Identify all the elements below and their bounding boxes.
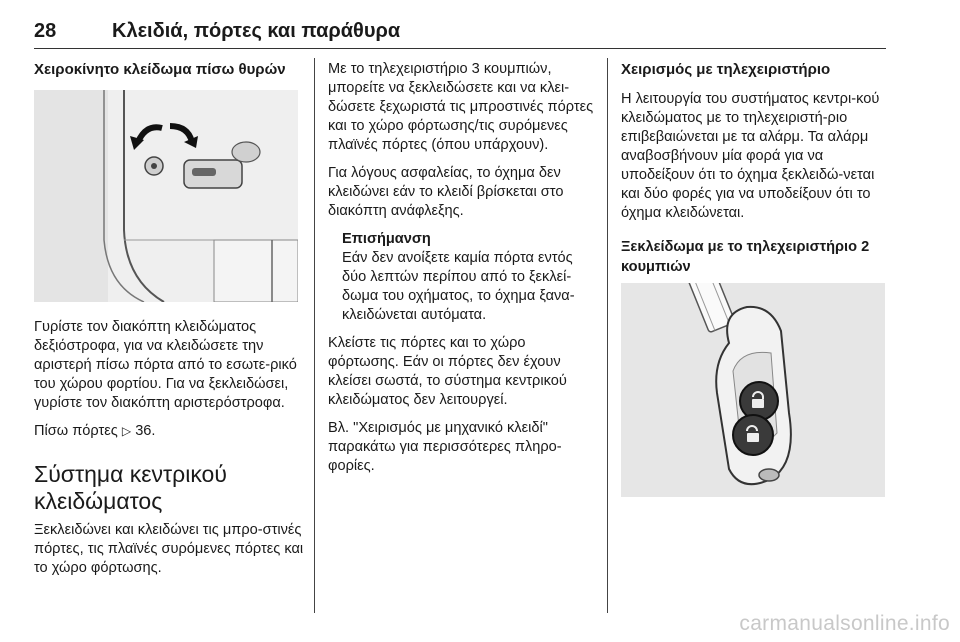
column-right <box>621 60 889 497</box>
lock-switch-instructions: Γυρίστε τον διακόπτη κλειδώματος δεξιόστροφα, για να κλειδώσετε την αριστερή πίσω πόρτα από το εσωτε‐ρικό του χώρου φορτίου. Για να ξεκλειδώσει, γυρίστε τον διακόπτη αριστερόστροφα. <box>34 319 297 411</box>
rear-door-lock-illustration <box>34 90 298 302</box>
column-divider-1 <box>314 58 315 613</box>
arrow-right-triangle-icon: ▷ <box>121 424 132 438</box>
three-button-remote-text: Με το τηλεχειριστήριο 3 κουμπιών, μπορείτε να ξεκλειδώσετε και να κλει‐δώσετε ξεχωριστά τις μπροστινές πόρτες και το χώρο φόρτωσης/τις συρόμενες πλαϊνές πόρτες (όπου υπάρχουν). <box>328 61 594 153</box>
safety-text: Για λόγους ασφαλείας, το όχημα δεν κλειδώνει εάν το κλειδί βρίσκεται στο διακόπτη ανάφλεξης. <box>328 165 564 219</box>
reference-page: 36. <box>135 423 156 439</box>
note-box <box>342 230 598 325</box>
column-left <box>34 60 304 587</box>
two-button-remote-key-illustration <box>621 283 885 497</box>
watermark: carmanualsonline.info <box>739 612 950 635</box>
note-body: Εάν δεν ανοίξετε καμία πόρτα εντός δύο λεπτών περίπου από το ξεκλεί‐δωμα του οχήματος, το όχημα ξανα‐κλειδώνεται αυτόματα. <box>342 250 575 323</box>
remote-confirmation-text: Η λειτουργία του συστήματος κεντρι‐κού κλειδώματος με το τηλεχειριστή‐ριο επιβεβαιώνεται με τα αλάρμ. Τα αλάρμ αναβοσβήνουν μία φορά για να υποδείξουν ότι το όχημα ξεκλειδώ‐νεται και δύο φορές για να υποδείξουν ότι το όχημα κλειδώνεται. <box>621 91 880 221</box>
page-header <box>34 14 886 49</box>
page-number: 28 <box>34 20 57 42</box>
column-divider-2 <box>607 58 608 613</box>
close-doors-text: Κλείστε τις πόρτες και το χώρο φόρτωσης. Εάν οι πόρτες δεν έχουν κλείσει σωστά, το σύστημα κεντρικού κλειδώματος δεν λειτουργεί. <box>328 335 567 408</box>
column-middle <box>328 60 598 485</box>
section-heading-remote-operation: Χειρισμός με τηλεχειριστήριο <box>621 61 831 78</box>
main-heading-central-locking: Σύστημα κεντρικού κλειδώματος <box>34 461 227 514</box>
sub-heading-two-button-unlock: Ξεκλείδωμα με το τηλεχειριστήριο 2 κουμπιών <box>621 239 870 275</box>
see-mechanical-key-text: Βλ. "Χειρισμός με μηχανικό κλειδί" παρακάτω για περισσότερες πληρο‐φορίες. <box>328 420 562 474</box>
reference-text: Πίσω πόρτες <box>34 423 118 439</box>
section-heading-manual-rear-lock: Χειροκίνητο κλείδωμα πίσω θυρών <box>34 61 286 78</box>
cross-reference <box>34 422 304 441</box>
note-title: Επισήμανση <box>342 231 431 247</box>
chapter-title: Κλειδιά, πόρτες και παράθυρα <box>112 20 401 42</box>
central-locking-intro: Ξεκλειδώνει και κλειδώνει τις μπρο‐στινές πόρτες, τις πλαϊνές συρόμενες πόρτες και το χώρο φόρτωσης. <box>34 522 304 576</box>
